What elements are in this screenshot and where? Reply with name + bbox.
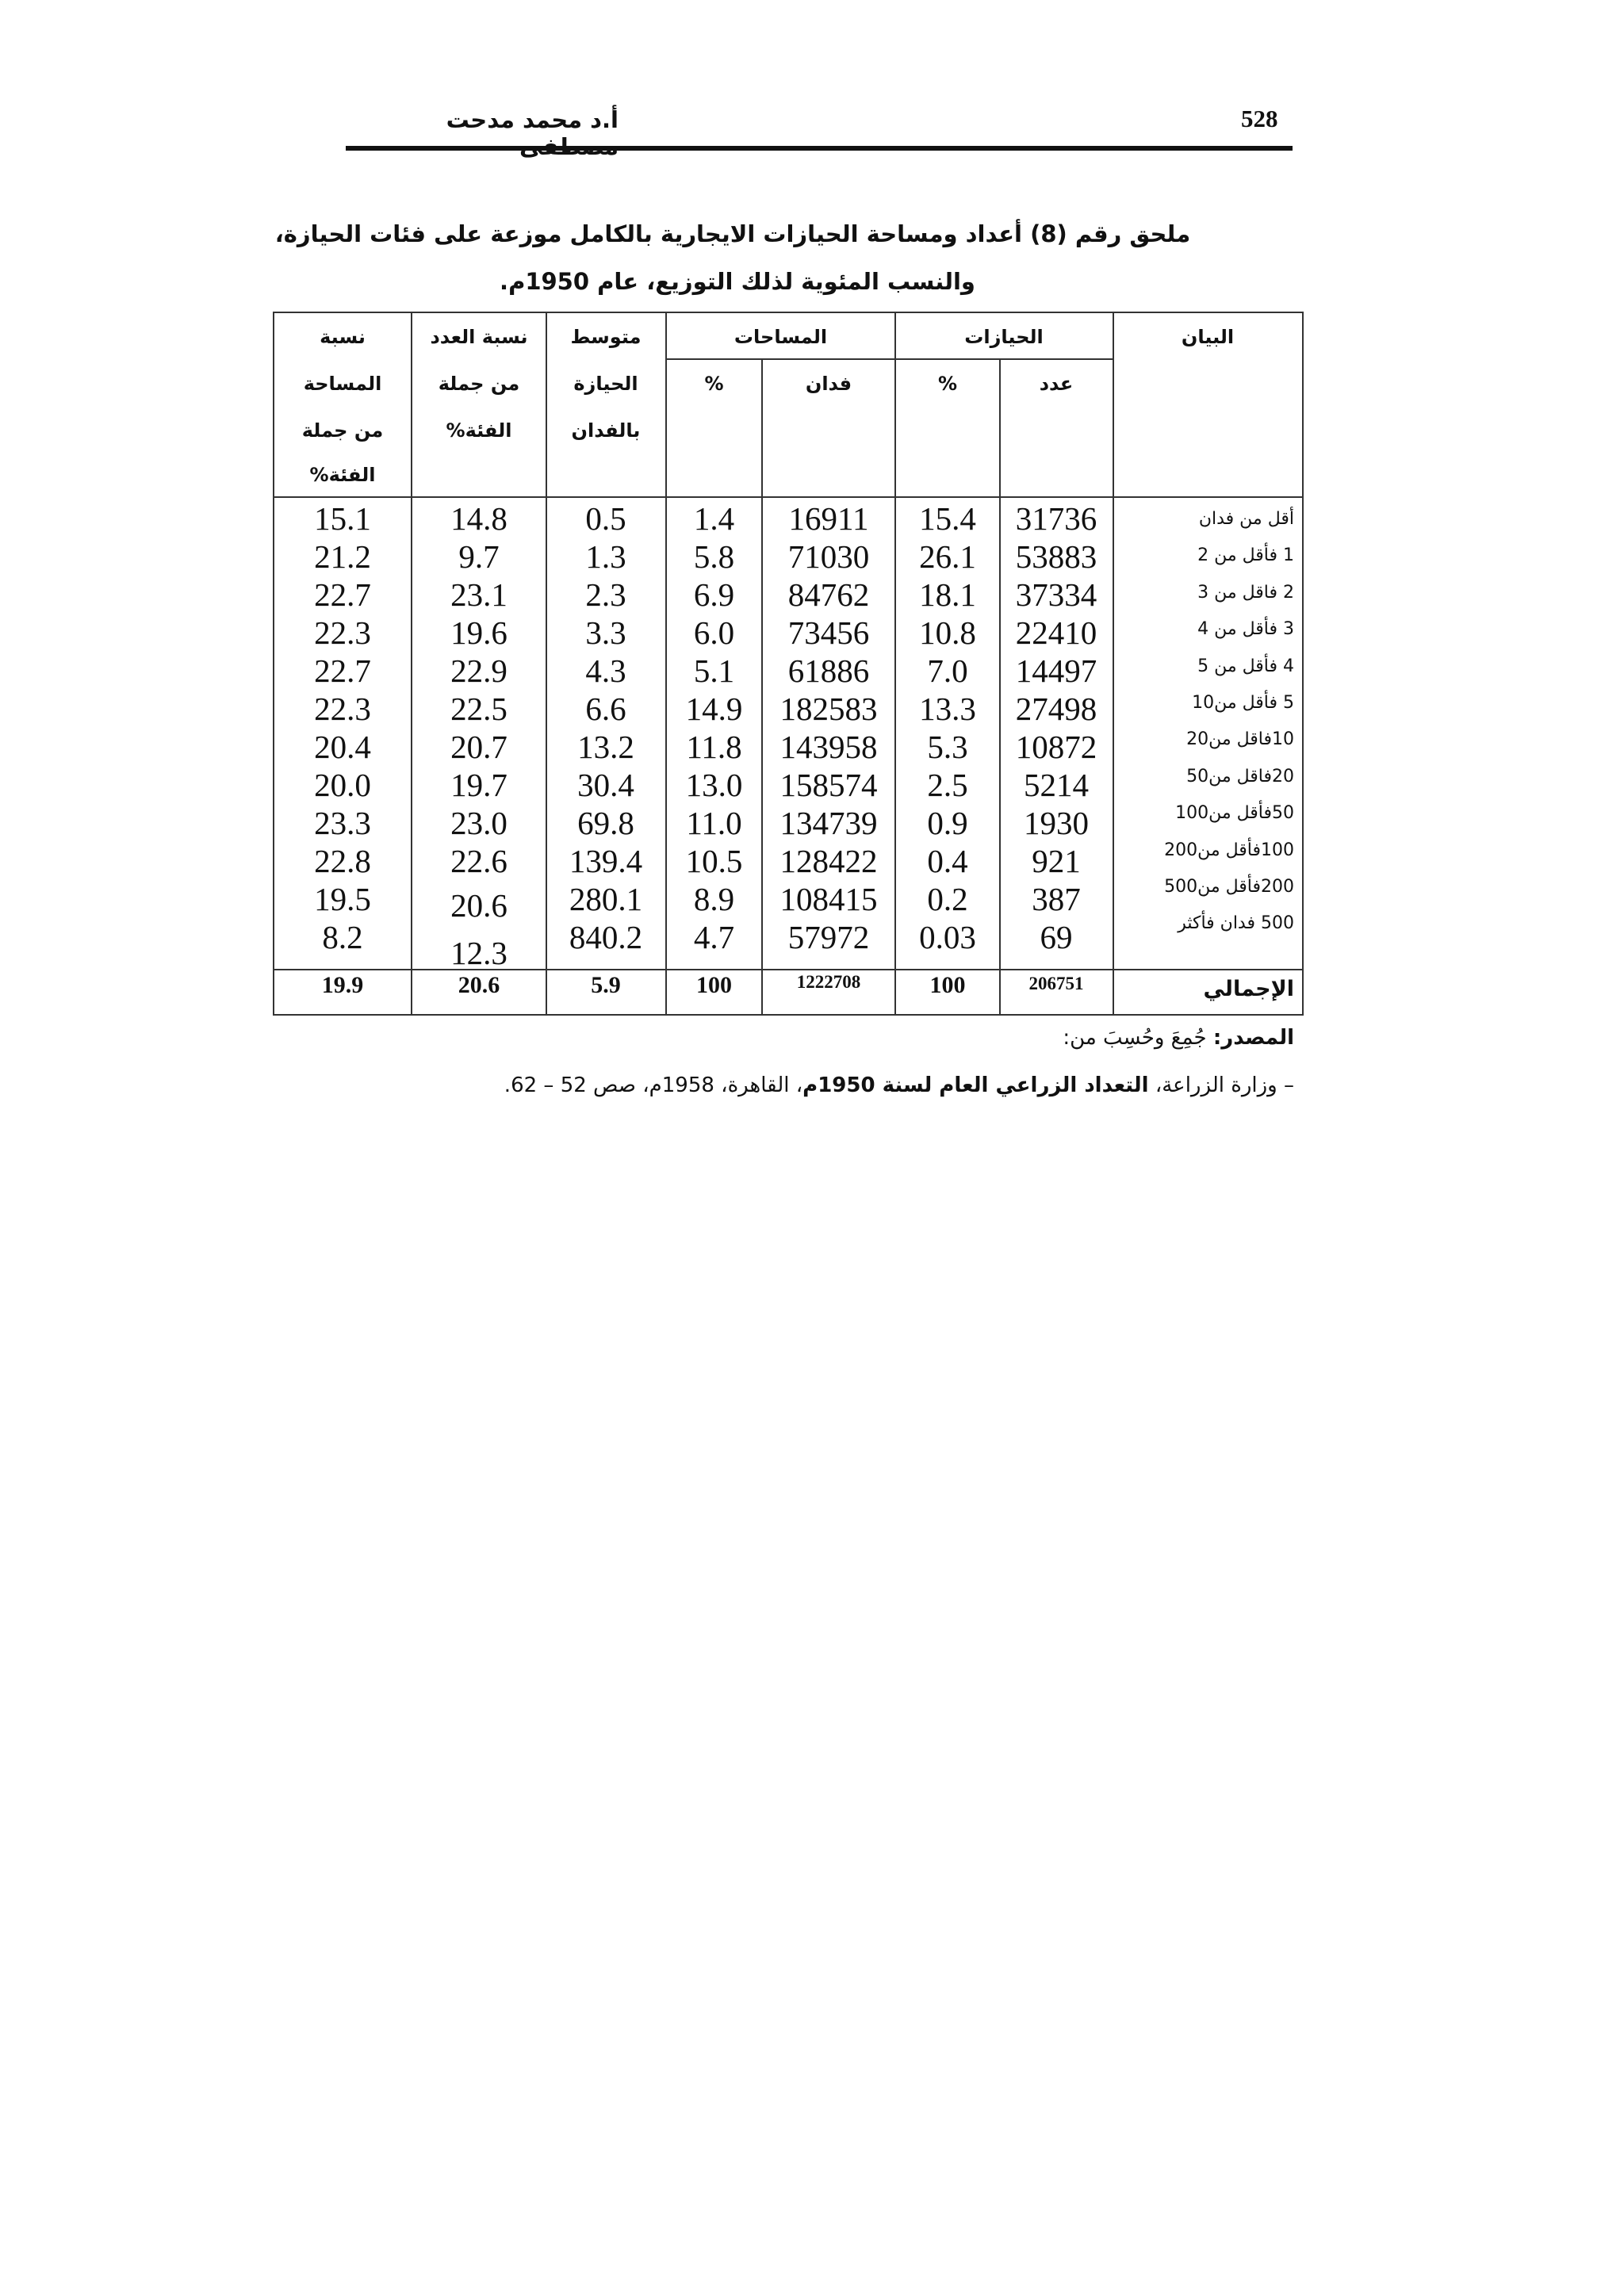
row-label: 100فأقل من200 [1164, 840, 1294, 860]
cell-feddan: 73456 [787, 614, 870, 651]
cell-count-pct: 18.1 [919, 576, 976, 613]
cell-area-ratio: 22.3 [314, 691, 371, 727]
header-count-ratio-line-2: من جملة [438, 373, 520, 395]
row-label: 5 فأقل من10 [1192, 693, 1294, 713]
cell-count-ratio: 23.1 [450, 576, 508, 613]
cell-avg: 30.4 [577, 767, 634, 803]
cell-count-ratio: 12.3 [450, 935, 508, 971]
cell-feddan: 143958 [779, 729, 878, 765]
cell-area-ratio: 15.1 [314, 500, 371, 537]
row-label: 200فأقل من500 [1164, 877, 1294, 897]
cell-count: 387 [1032, 881, 1081, 917]
cell-area-ratio: 20.0 [314, 767, 371, 803]
cell-area-ratio: 22.7 [314, 576, 371, 613]
cell-avg: 4.3 [585, 652, 626, 689]
cell-area-pct: 6.0 [693, 614, 735, 651]
total-count: 206751 [1028, 974, 1084, 993]
ref-title: التعداد الزراعي العام لسنة 1950م [802, 1073, 1149, 1097]
cell-area-pct: 6.9 [693, 576, 735, 613]
header-avg-line-3: بالفدان [571, 419, 641, 442]
cell-count-pct: 0.2 [927, 881, 968, 917]
cell-count-pct: 0.4 [927, 843, 968, 879]
cell-area-pct: 1.4 [693, 500, 735, 537]
row-label: 500 فدان فأكثر [1178, 913, 1294, 934]
cell-avg: 13.2 [577, 729, 634, 765]
ref-suffix: ، القاهرة، 1958م، صص 52 – 62. [504, 1073, 803, 1097]
cell-feddan: 108415 [779, 881, 878, 917]
cell-count: 69 [1040, 919, 1073, 955]
cell-area-pct: 4.7 [693, 919, 735, 955]
table-rule [273, 496, 1304, 498]
cell-area-ratio: 23.3 [314, 805, 371, 841]
header-area-ratio-line-3: من جملة [301, 419, 384, 442]
cell-count-pct: 26.1 [919, 538, 976, 575]
cell-area-ratio: 22.7 [314, 652, 371, 689]
table-rule [665, 358, 1113, 360]
cell-feddan: 84762 [787, 576, 870, 613]
cell-avg: 280.1 [569, 881, 643, 917]
header-category: البيان [1181, 326, 1235, 348]
cell-count: 921 [1032, 843, 1081, 879]
header-area-ratio-line-2: المساحة [303, 373, 382, 395]
header-count-ratio-line-3: الفئة% [446, 419, 512, 442]
cell-area-ratio: 22.3 [314, 614, 371, 651]
cell-feddan: 128422 [779, 843, 878, 879]
total-label: الإجمالي [1203, 977, 1294, 1001]
cell-count: 27498 [1015, 691, 1097, 727]
cell-avg: 1.3 [585, 538, 626, 575]
cell-area-pct: 11.0 [686, 805, 742, 841]
cell-area-pct: 5.8 [693, 538, 735, 575]
source-label: المصدر: [1212, 1026, 1294, 1050]
cell-count-pct: 13.3 [919, 691, 976, 727]
header-rule [346, 146, 1293, 151]
cell-count-pct: 0.03 [919, 919, 976, 955]
header-count-ratio-line-1: نسبة العدد [430, 326, 528, 348]
cell-area-ratio: 20.4 [314, 729, 371, 765]
cell-count-ratio: 9.7 [458, 538, 500, 575]
header-areas-feddan: فدان [805, 373, 852, 395]
cell-count: 5214 [1024, 767, 1089, 803]
row-label: 20فاقل من50 [1186, 766, 1294, 786]
cell-avg: 0.5 [585, 500, 626, 537]
cell-count-ratio: 22.6 [450, 843, 508, 879]
author-name: أ.د محمد مدحت [446, 106, 619, 133]
cell-avg: 139.4 [569, 843, 643, 879]
header-areas-pct: % [704, 373, 724, 395]
table-rule [1113, 312, 1114, 1016]
cell-area-pct: 5.1 [693, 652, 735, 689]
cell-area-pct: 13.0 [685, 767, 743, 803]
page-number: 528 [1241, 105, 1278, 132]
table-caption-line-1: ملحق رقم (8) أعداد ومساحة الحيازات الايجارية بالكامل موزعة على فئات الحيازة، [274, 220, 1191, 247]
header-avg-line-1: متوسط [570, 326, 642, 348]
cell-count-ratio: 14.8 [450, 500, 508, 537]
row-label: 4 فأقل من 5 [1197, 656, 1294, 676]
table-caption-line-2: والنسب المئوية لذلك التوزيع، عام 1950م. [500, 268, 975, 295]
cell-count: 37334 [1015, 576, 1097, 613]
cell-count: 1930 [1024, 805, 1089, 841]
header-areas: المساحات [733, 326, 828, 348]
cell-count: 31736 [1015, 500, 1097, 537]
cell-feddan: 16911 [788, 500, 869, 537]
row-label: 50فأقل من100 [1175, 803, 1294, 824]
header-avg-line-2: الحيازة [573, 373, 638, 395]
row-label: 3 فأقل من 4 [1197, 619, 1294, 640]
total-count-ratio: 20.6 [458, 972, 500, 998]
row-label: 10فاقل من20 [1186, 729, 1294, 750]
cell-count-pct: 0.9 [927, 805, 968, 841]
cell-area-ratio: 19.5 [314, 881, 371, 917]
cell-area-ratio: 22.8 [314, 843, 371, 879]
total-area-pct: 100 [696, 972, 732, 998]
cell-avg: 2.3 [585, 576, 626, 613]
cell-feddan: 61886 [787, 652, 870, 689]
cell-feddan: 158574 [779, 767, 878, 803]
header-holdings-pct: % [937, 373, 958, 395]
cell-avg: 840.2 [569, 919, 643, 955]
cell-avg: 3.3 [585, 614, 626, 651]
cell-count-pct: 10.8 [919, 614, 976, 651]
cell-area-pct: 8.9 [693, 881, 735, 917]
ref-prefix: – وزارة الزراعة، [1148, 1073, 1294, 1097]
cell-count-ratio: 19.6 [450, 614, 508, 651]
header-area-ratio-line-4: الفئة% [309, 464, 376, 486]
cell-count-ratio: 22.5 [450, 691, 508, 727]
cell-count-ratio: 20.6 [450, 887, 508, 924]
total-feddan: 1222708 [796, 972, 861, 992]
row-label: 1 فأقل من 2 [1197, 545, 1294, 566]
total-count-pct: 100 [929, 972, 966, 998]
row-label: أقل من فدان [1198, 509, 1294, 529]
source-text: جُمِعَ وحُسِبَ من: [1063, 1026, 1207, 1050]
source-reference [504, 1073, 1294, 1097]
cell-count-ratio: 20.7 [450, 729, 508, 765]
cell-area-pct: 14.9 [685, 691, 743, 727]
total-avg: 5.9 [591, 972, 621, 998]
cell-area-ratio: 21.2 [314, 538, 371, 575]
cell-area-pct: 11.8 [686, 729, 742, 765]
header-holdings: الحيازات [964, 326, 1044, 348]
cell-count-pct: 5.3 [927, 729, 968, 765]
cell-feddan: 57972 [787, 919, 870, 955]
cell-area-ratio: 8.2 [322, 919, 363, 955]
cell-count: 10872 [1015, 729, 1097, 765]
total-area-ratio: 19.9 [321, 972, 364, 998]
source-note [1063, 1026, 1294, 1050]
cell-count-pct: 7.0 [927, 652, 968, 689]
cell-count-pct: 15.4 [919, 500, 976, 537]
cell-feddan: 182583 [779, 691, 878, 727]
cell-avg: 6.6 [585, 691, 626, 727]
cell-feddan: 134739 [779, 805, 878, 841]
cell-count-pct: 2.5 [927, 767, 968, 803]
row-label: 2 فاقل من 3 [1197, 582, 1294, 603]
header-area-ratio-line-1: نسبة [320, 326, 366, 348]
cell-count: 53883 [1015, 538, 1097, 575]
cell-feddan: 71030 [787, 538, 870, 575]
cell-count: 14497 [1015, 652, 1097, 689]
cell-avg: 69.8 [577, 805, 634, 841]
cell-count: 22410 [1015, 614, 1097, 651]
cell-count-ratio: 23.0 [450, 805, 508, 841]
cell-area-pct: 10.5 [685, 843, 743, 879]
header-holdings-count: عدد [1039, 373, 1074, 395]
cell-count-ratio: 22.9 [450, 652, 508, 689]
cell-count-ratio: 19.7 [450, 767, 508, 803]
